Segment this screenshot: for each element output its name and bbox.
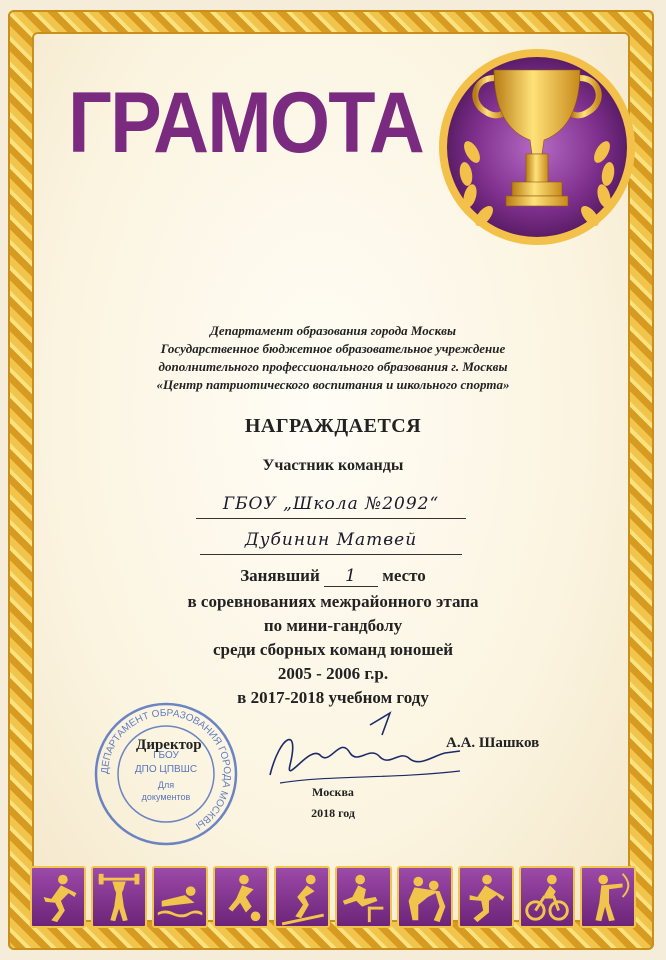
competition-line: 2005 - 2006 г.р. xyxy=(277,664,389,683)
director-signature xyxy=(250,705,480,795)
stamp-ring-text: ДЕПАРТАМЕНТ ОБРАЗОВАНИЯ ГОРОДА МОСКВЫ xyxy=(99,707,233,832)
stamp-center-line: Для xyxy=(157,780,175,790)
trophy-icon xyxy=(432,42,642,252)
competition-line: в соревнованиях межрайонного этапа xyxy=(187,592,479,611)
competition-line: среди сборных команд юношей xyxy=(212,640,454,659)
official-stamp xyxy=(92,700,240,848)
department-line: дополнительного профессионального образования г. Москвы xyxy=(158,359,508,374)
runner-icon xyxy=(30,866,86,928)
sports-icon-strip xyxy=(30,866,636,928)
weightlifter-icon xyxy=(91,866,147,928)
place-prefix: Занявший xyxy=(240,566,320,585)
runner-icon xyxy=(458,866,514,928)
awarded-heading: НАГРАЖДАЕТСЯ xyxy=(244,415,422,437)
director-label: Директор xyxy=(136,737,202,753)
place-row xyxy=(0,566,666,587)
stamp-center-line: документов xyxy=(141,792,191,802)
wrestler-icon xyxy=(397,866,453,928)
competition-line: по мини-гандболу xyxy=(263,616,403,635)
competition-block xyxy=(0,590,666,710)
skier-icon xyxy=(274,866,330,928)
team-member-label: Участник команды xyxy=(262,457,404,474)
certificate-title: ГРАМОТА xyxy=(68,75,423,171)
place-value: 1 xyxy=(324,566,378,587)
department-line: Государственное бюджетное образовательное учреждение xyxy=(160,341,506,356)
director-name: А.А. Шашков xyxy=(446,735,540,751)
stamp-center-line: ДПО ЦПВШС xyxy=(134,764,198,775)
place-suffix: место xyxy=(382,566,426,585)
department-line: Департамент образования города Москвы xyxy=(210,323,456,338)
archer-icon xyxy=(580,866,636,928)
swimmer-icon xyxy=(152,866,208,928)
cyclist-icon xyxy=(519,866,575,928)
city: Москва xyxy=(312,785,354,799)
competition-line: в 2017-2018 учебном году xyxy=(237,688,429,707)
department-block xyxy=(60,322,606,394)
year: 2018 год xyxy=(311,806,355,820)
hurdler-icon xyxy=(335,866,391,928)
team-name-handwritten: ГБОУ „Школа №2092“ xyxy=(196,494,466,519)
soccer-icon xyxy=(213,866,269,928)
stamp-center-line: ГБОУ xyxy=(153,750,179,761)
recipient-name-handwritten: Дубинин Матвей xyxy=(200,530,462,555)
department-line: «Центр патриотического воспитания и школьного спорта» xyxy=(156,377,510,392)
